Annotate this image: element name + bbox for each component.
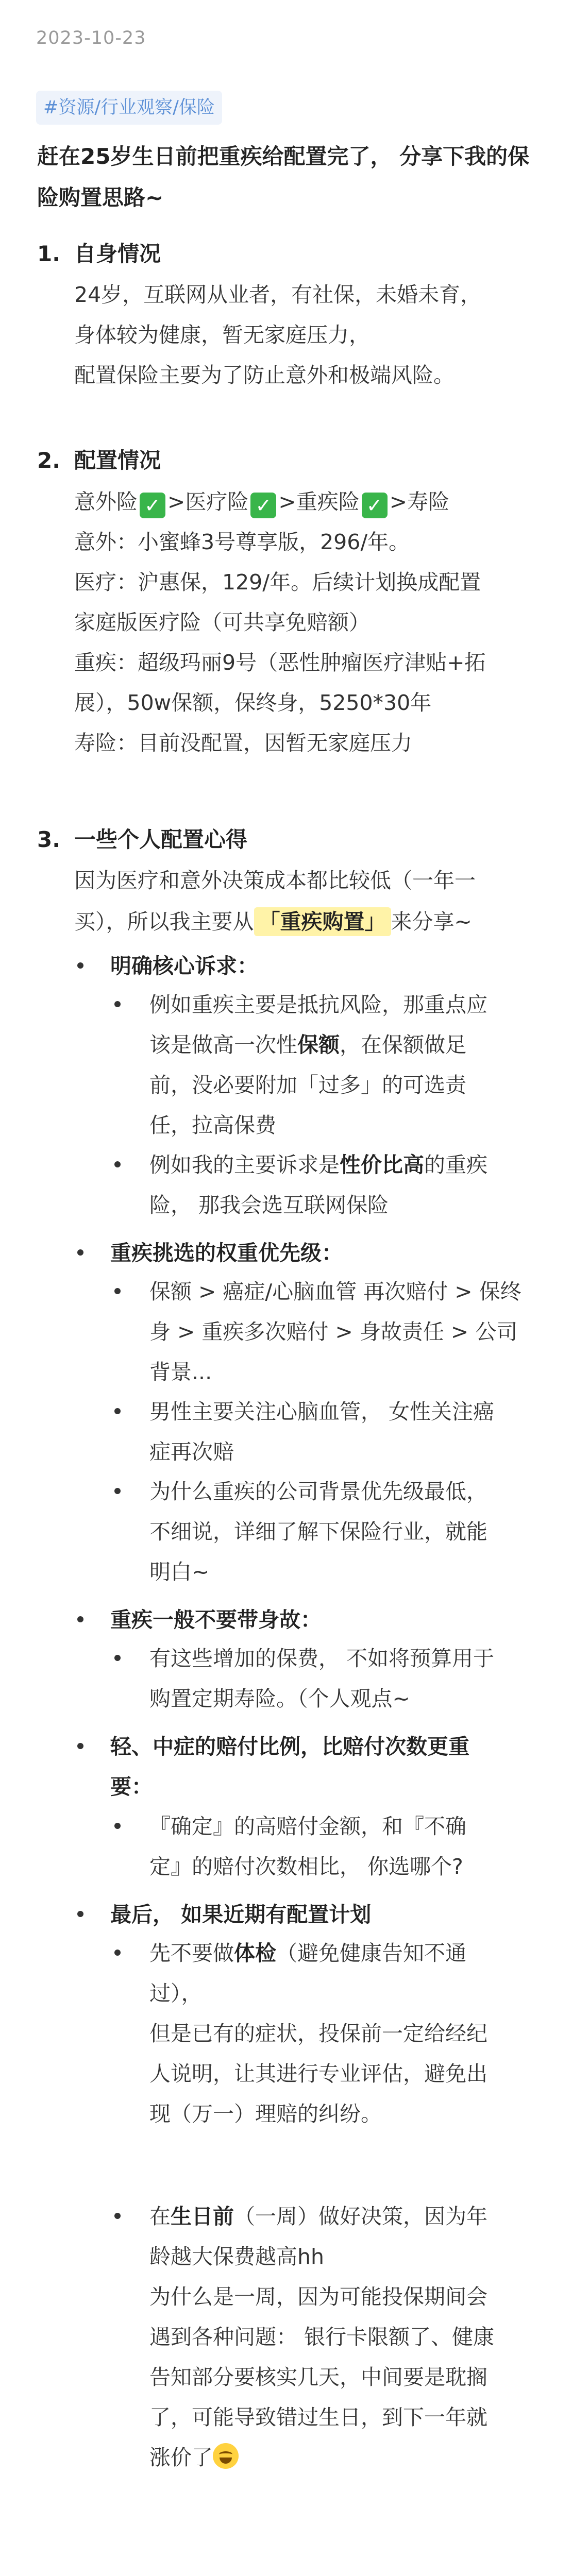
text-line: 了，可能导致错过生日，到下一年就 [149,2405,487,2430]
text-line: 遇到各种问题： 银行卡限额了、健康 [149,2325,495,2349]
bullet-dot [77,1911,83,1917]
text-line: 险， 那我会选互联网保险 [149,1193,389,1217]
bold-text: 保额 [297,1032,340,1057]
text-line: 任，拉高保费 [149,1113,276,1138]
text-line: 寿险：目前没配置，因暂无家庭压力 [74,731,412,755]
bullet-dot [114,2213,121,2219]
text-line: 家庭版医疗险（可共享免赔额） [74,610,370,635]
text-line [74,902,472,942]
section-title: 自身情况 [74,241,161,266]
memo-date: 2023-10-23 [36,28,146,48]
bullet-heading: 重疾一般不要带身故： [110,1607,322,1632]
text-line: 人说明，让其进行专业评估，避免出 [149,2061,487,2086]
highlight-text: 「重疾购置」 [254,907,391,936]
text-line: 保额 > 癌症/心脑血管 再次赔付 > 保终 [149,1279,521,1304]
text-line: 身体较为健康，暂无家庭压力， [74,323,370,347]
text-line: 身 > 重疾多次赔付 > 身故责任 > 公司 [149,1319,518,1344]
text-line: 龄越大保费越高hh [149,2244,324,2269]
text-line: 不细说，详细了解下保险行业，就能 [149,1519,487,1544]
insurance-chain [74,482,449,522]
bullet-dot [77,1249,83,1256]
tag-link[interactable]: #资源/行业观察/保险 [36,91,222,125]
section-title: 配置情况 [74,448,161,473]
bullet-dot [77,962,83,969]
bullet-dot [114,1950,121,1956]
bullet-dot [114,1288,121,1294]
bold-text: 体检 [234,1941,276,1965]
text-line: 24岁，互联网从业者，有社保，未婚未育， [74,282,482,307]
text-line: 告知部分要核实几天，中间要是耽搁 [149,2365,487,2389]
chain-item: >医疗险 [167,489,249,514]
bullet-dot [114,1408,121,1414]
bullet-dot [114,1655,121,1661]
text-line: 但是已有的症状，投保前一定给经纪 [149,2021,487,2046]
text-span: 先不要做 [149,1941,234,1965]
text-span: 涨价了 [149,2445,213,2470]
section-number: 1. [37,241,61,266]
text-line [149,2196,487,2236]
text-span: 该是做高一次性 [149,1032,297,1057]
text-line: 展），50w保额，保终身，5250*30年 [74,690,432,715]
text-span: 买），所以我主要从 [74,909,254,934]
bullet-dot [114,1823,121,1829]
bullet-heading: 明确核心诉求： [110,954,258,978]
check-mark-icon: ✓ [250,493,276,518]
text-line: 『确定』的高赔付金额，和『不确 [149,1814,466,1839]
text-line: 配置保险主要为了防止意外和极端风险。 [74,363,455,387]
text-line [149,1025,466,1065]
bullet-heading: 轻、中症的赔付比例，比赔付次数更重 [110,1734,469,1759]
text-line: 意外：小蜜蜂3号尊享版，296/年。 [74,530,410,554]
bullet-dot [114,1001,121,1007]
section-number: 2. [37,448,61,473]
text-line: 前，没必要附加「过多」的可选责 [149,1073,466,1097]
bullet-heading: 重疾挑选的权重优先级： [110,1241,343,1265]
section-1-heading [37,239,161,269]
text-span: 在 [149,2204,171,2229]
chain-item: 意外险 [74,489,138,514]
text-span: ，在保额做足 [340,1032,466,1057]
bold-text: 生日前 [171,2204,234,2229]
text-line: 有这些增加的保费， 不如将预算用于 [149,1646,495,1671]
bold-text: 性价比高 [340,1153,424,1177]
text-line: 为什么重疾的公司背景优先级最低， [149,1479,487,1504]
bullet-dot [77,1743,83,1749]
text-line: 背景... [149,1360,212,1384]
check-mark-icon: ✓ [140,493,165,518]
text-line: 为什么是一周，因为可能投保期间会 [149,2284,487,2309]
text-line: 购置定期寿险。（个人观点~ [149,1686,410,1711]
text-span: 例如我的主要诉求是 [149,1153,340,1177]
laughing-emoji-icon [213,2443,239,2469]
text-span: （避免健康告知不通 [276,1941,466,1965]
text-line: 症再次赔 [149,1439,234,1464]
bullet-heading: 最后， 如果近期有配置计划 [110,1902,372,1927]
text-line: 例如重疾主要是抵抗风险，那重点应 [149,992,487,1017]
text-line: 明白~ [149,1560,210,1584]
text-line: 男性主要关注心脑血管， 女性关注癌 [149,1399,495,1424]
check-mark-icon: ✓ [362,493,388,518]
text-line: 重疾：超级玛丽9号（恶性肿瘤医疗津贴+拓 [74,650,486,675]
text-line: 因为医疗和意外决策成本都比较低（一年一 [74,868,476,893]
text-span: （一周）做好决策，因为年 [234,2204,487,2229]
bullet-heading: 要： [110,1774,153,1799]
chain-item: >寿险 [389,489,450,514]
text-span: 的重疾 [424,1153,487,1177]
bullet-dot [114,1488,121,1494]
text-line: 现（万一）理赔的纠纷。 [149,2102,382,2126]
text-line [149,1933,466,1973]
memo-title: 赶在25岁生日前把重疾给配置完了， 分享下我的保险购置思路~ [37,144,530,210]
section-2-heading [37,445,161,476]
bullet-dot [114,1161,121,1167]
section-3-heading [37,824,247,855]
text-line: 过）， [149,1981,203,2006]
text-span: 来分享~ [391,909,472,934]
text-line [149,1145,487,1185]
section-title: 一些个人配置心得 [74,827,248,852]
text-line [149,2437,239,2478]
text-line: 定』的赔付次数相比， 你选哪个? [149,1854,463,1879]
chain-item: >重疾险 [278,489,360,514]
section-number: 3. [37,827,61,852]
bullet-dot [77,1616,83,1622]
text-line: 医疗：沪惠保，129/年。后续计划换成配置 [74,570,481,595]
